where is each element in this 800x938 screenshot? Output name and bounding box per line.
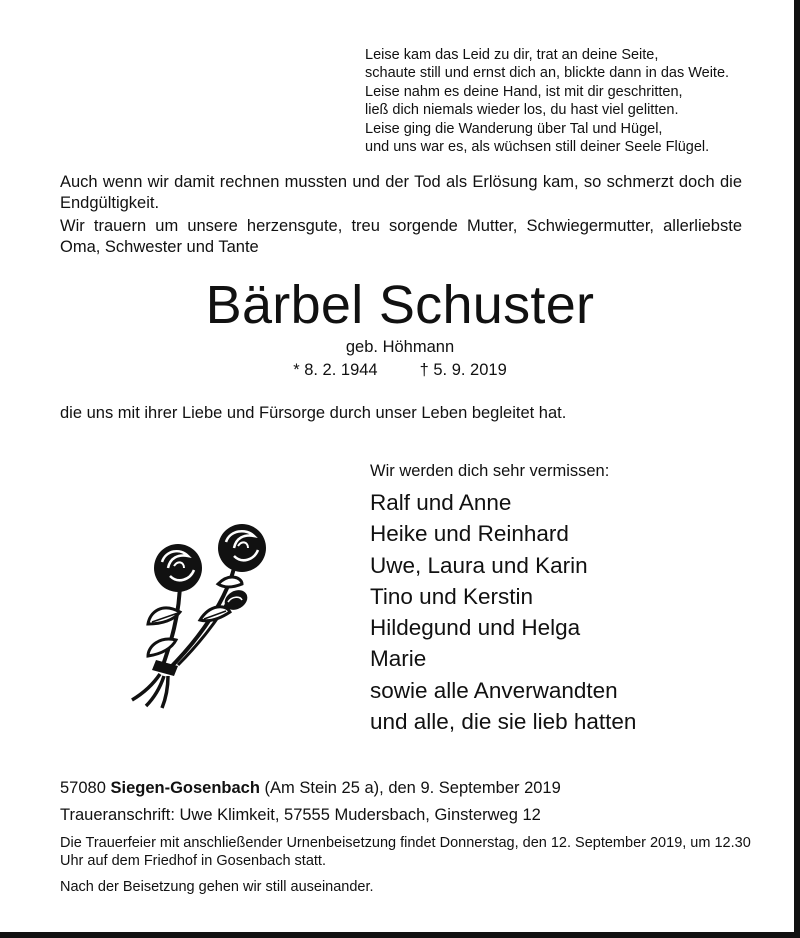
poem-line: Leise kam das Leid zu dir, trat an deine Seite, (365, 47, 659, 63)
mourner-entry: Heike und Reinhard (370, 521, 569, 547)
poem-line: und uns war es, als wüchsen still deiner Seele Flügel. (365, 139, 710, 156)
after-burial-note: Nach der Beisetzung gehen wir still auseinander. (60, 879, 374, 895)
mourner-entry: Hildegund und Helga (370, 615, 581, 641)
mourning-address: Traueranschrift: Uwe Klimkeit, 57555 Mudersbach, Ginsterweg 12 (60, 806, 541, 824)
poem-line: Leise ging die Wanderung über Tal und Hügel, (365, 120, 663, 137)
mourner-entry: und alle, die sie lieb hatten (370, 709, 637, 735)
birth-name: geb. Höhmann (345, 338, 455, 356)
zip-code: 57080 (60, 779, 106, 797)
mourner-entry: Marie (370, 646, 427, 672)
place-rest: (Am Stein 25 a), den 9. September 2019 (264, 779, 561, 797)
death-date: † 5. 9. 2019 (419, 361, 507, 379)
deceased-name: Bärbel Schuster (205, 275, 595, 335)
poem-line: schaute still und ernst dich an, blickte dann in das Weite. (365, 65, 730, 82)
intro-paragraph-1: Auch wenn wir damit rechnen mussten und der Tod als Erlösung kam, so schmerzt doch die Endgültigkeit. (60, 173, 742, 212)
poem-line: ließ dich niemals wieder los, du hast viel gelitten. (365, 102, 679, 119)
mourner-entry: Ralf und Anne (370, 490, 512, 515)
life-dates (0, 361, 800, 380)
closing-paragraph: die uns mit ihrer Liebe und Fürsorge durch unser Leben begleitet hat. (60, 404, 567, 422)
place-date-line (60, 779, 561, 798)
ceremony-info: Die Trauerfeier mit anschließender Urnenbeisetzung findet Donnerstag, den 12. September 2019, um 12.30 Uhr auf dem Friedhof in Gosenbach statt. (60, 835, 751, 870)
miss-line: Wir werden dich sehr vermissen: (370, 462, 610, 480)
poem (365, 46, 785, 156)
mourners-list (370, 487, 636, 737)
mourner-entry: Uwe, Laura und Karin (370, 552, 588, 578)
birth-date: * 8. 2. 1944 (293, 361, 378, 379)
place-name: Siegen-Gosenbach (110, 779, 260, 797)
poem-line: Leise nahm es deine Hand, ist mit dir geschritten, (365, 83, 683, 100)
intro-paragraph-2: Wir trauern um unsere herzensgute, treu sorgende Mutter, Schwiegermutter, allerliebste Oma, Schwester und Tante (60, 217, 742, 256)
mourner-entry: sowie alle Anverwandten (370, 677, 618, 703)
roses-bouquet-icon (118, 520, 288, 710)
mourner-entry: Tino und Kerstin (370, 583, 534, 609)
